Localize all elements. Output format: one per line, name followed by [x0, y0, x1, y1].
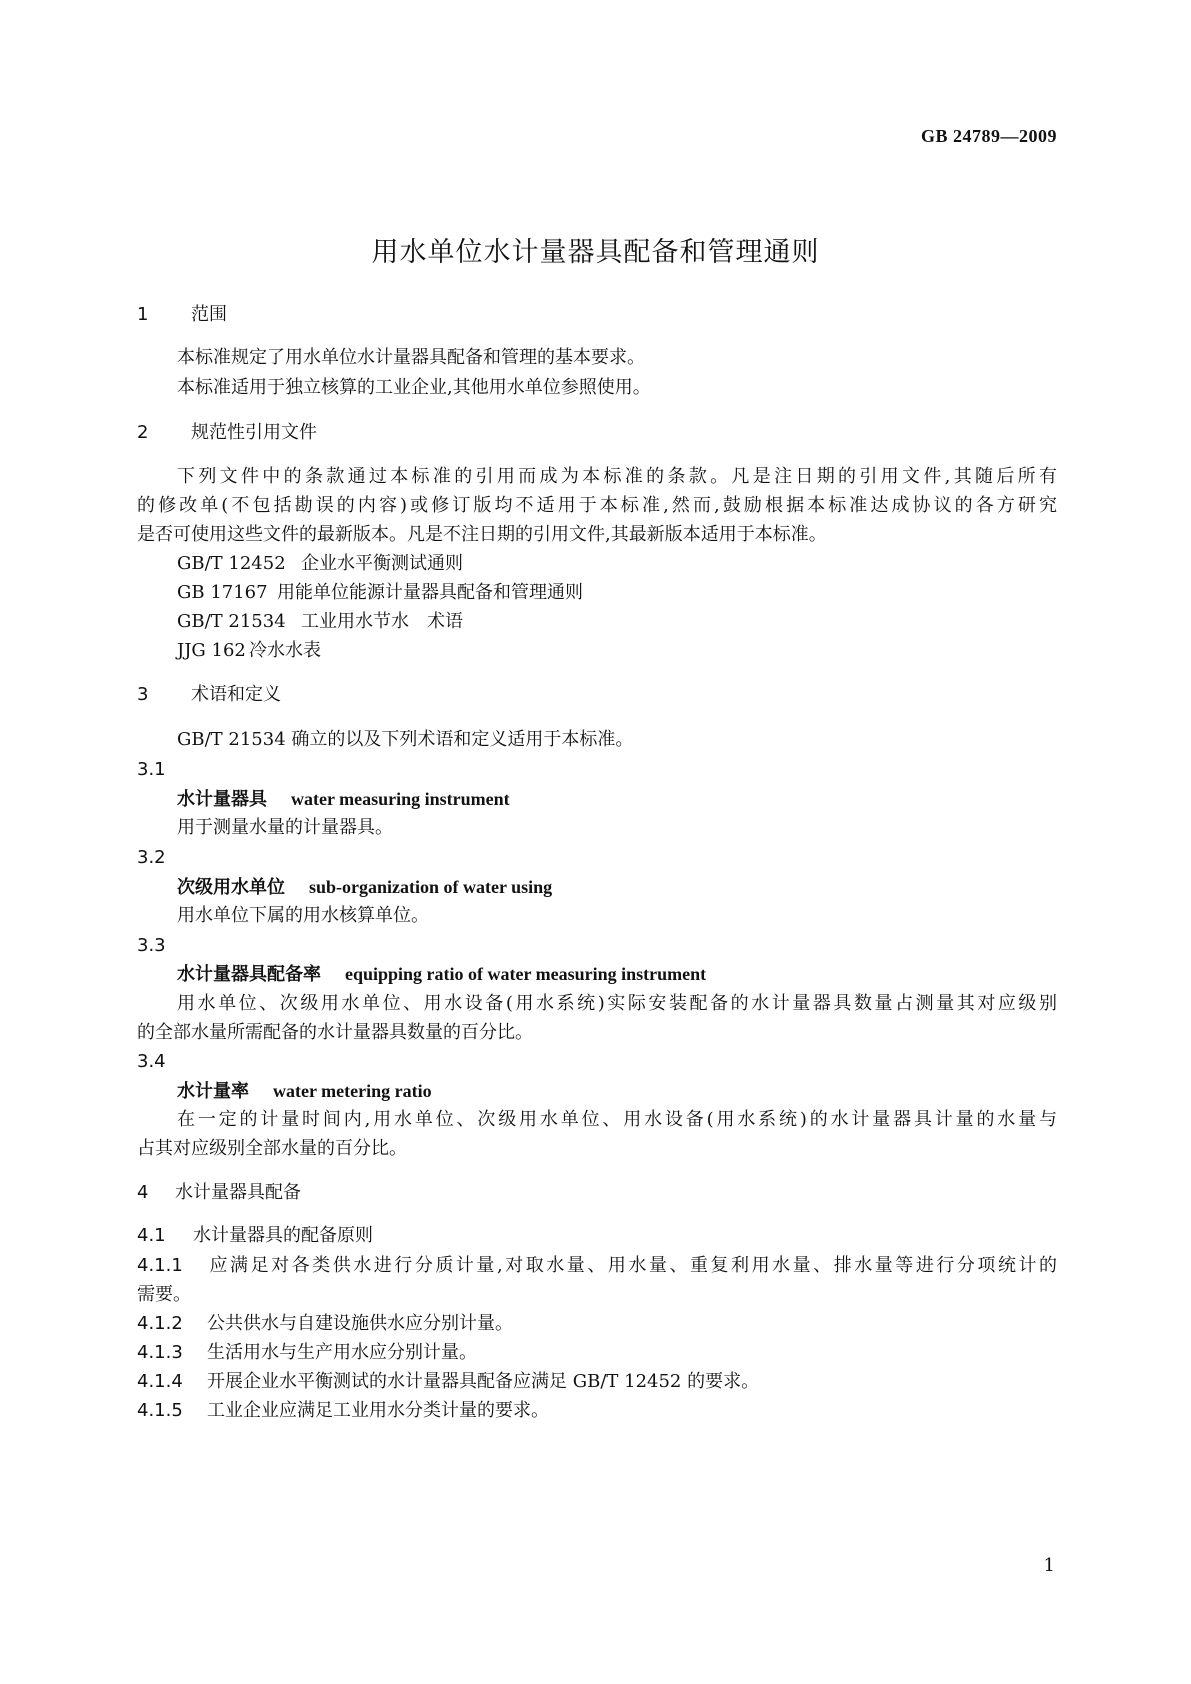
clause-number: 4.1.2	[137, 1313, 183, 1334]
reference-title: 用能单位能源计量器具配备和管理通则	[277, 582, 583, 603]
section-4-heading	[137, 1182, 301, 1204]
section-title: 规范性引用文件	[191, 422, 317, 443]
term-number: 3.2	[137, 847, 166, 868]
paragraph: 本标准规定了用水单位水计量器具配备和管理的基本要求。	[177, 347, 645, 368]
term-zh: 水计量器具配备率	[177, 964, 321, 985]
clause-number: 4.1.5	[137, 1400, 183, 1421]
term-heading	[177, 1080, 432, 1103]
clause-number: 4.1.4	[137, 1371, 183, 1392]
section-number: 1	[137, 304, 149, 325]
clause-number: 4.1.3	[137, 1342, 183, 1363]
reference-item	[177, 611, 463, 633]
reference-item	[177, 640, 321, 662]
clause	[137, 1313, 513, 1335]
reference-code: GB/T 12452	[177, 553, 286, 574]
term-definition: 用水单位、次级用水单位、用水设备(用水系统)实际安装配备的水计量器具数量占测量其对应级别	[177, 993, 1057, 1014]
clause-number: 4.1.1	[137, 1255, 183, 1276]
term-definition: 在一定的计量时间内,用水单位、次级用水单位、用水设备(用水系统)的水计量器具计量的水量与	[177, 1109, 1057, 1130]
reference-item	[177, 553, 463, 575]
section-title: 范围	[191, 304, 227, 325]
term-definition: 的全部水量所需配备的水计量器具数量的百分比。	[137, 1022, 533, 1043]
clause	[137, 1400, 549, 1422]
clause	[137, 1255, 1057, 1277]
paragraph-line: 下列文件中的条款通过本标准的引用而成为本标准的条款。凡是注日期的引用文件,其随后所有	[177, 466, 1057, 487]
term-definition: 用于测量水量的计量器具。	[177, 817, 393, 838]
clause-text: 工业企业应满足工业用水分类计量的要求。	[207, 1400, 549, 1421]
term-zh: 次级用水单位	[177, 877, 285, 898]
section-2-heading	[137, 422, 317, 444]
reference-title: 冷水水表	[249, 640, 321, 661]
subsection-heading	[137, 1225, 373, 1247]
standard-number: GB 24789—2009	[920, 126, 1057, 146]
page-number: 1	[1043, 1555, 1055, 1576]
term-heading	[177, 963, 706, 986]
clause-text: 应满足对各类供水进行分质计量,对取水量、用水量、重复利用水量、排水量等进行分项统计的	[207, 1255, 1057, 1276]
paragraph: GB/T 21534 确立的以及下列术语和定义适用于本标准。	[177, 729, 634, 750]
term-number: 3.1	[137, 759, 166, 780]
reference-code: JJG 162	[177, 640, 246, 661]
reference-title: 企业水平衡测试通则	[301, 553, 463, 574]
section-3-heading	[137, 684, 281, 706]
section-number: 3	[137, 684, 149, 705]
term-heading	[177, 788, 510, 811]
subsection-title: 水计量器具的配备原则	[193, 1225, 373, 1246]
section-1-heading	[137, 304, 227, 326]
clause-text: 生活用水与生产用水应分别计量。	[207, 1342, 477, 1363]
term-en: water metering ratio	[273, 1081, 432, 1101]
paragraph-line: 是否可使用这些文件的最新版本。凡是不注日期的引用文件,其最新版本适用于本标准。	[137, 524, 827, 545]
clause	[137, 1342, 477, 1364]
reference-title: 工业用水节水 术语	[301, 611, 463, 632]
paragraph-line: 的修改单(不包括勘误的内容)或修订版均不适用于本标准,然而,鼓励根据本标准达成协议的各方研究	[137, 495, 1057, 516]
paragraph: 本标准适用于独立核算的工业企业,其他用水单位参照使用。	[177, 377, 651, 398]
reference-code: GB/T 21534	[177, 611, 286, 632]
section-number: 2	[137, 422, 149, 443]
section-number: 4	[137, 1182, 149, 1203]
term-definition: 用水单位下属的用水核算单位。	[177, 905, 429, 926]
term-definition: 占其对应级别全部水量的百分比。	[137, 1138, 407, 1159]
reference-item	[177, 582, 583, 604]
term-en: sub-organization of water using	[309, 877, 553, 897]
term-en: equipping ratio of water measuring instrument	[345, 964, 707, 984]
section-title: 水计量器具配备	[175, 1182, 301, 1203]
document-title: 用水单位水计量器具配备和管理通则	[371, 237, 820, 268]
section-title: 术语和定义	[191, 684, 281, 705]
term-number: 3.4	[137, 1051, 166, 1072]
term-zh: 水计量器具	[177, 789, 267, 810]
reference-code: GB 17167	[177, 582, 268, 603]
clause-text: 公共供水与自建设施供水应分别计量。	[207, 1313, 513, 1334]
term-zh: 水计量率	[177, 1081, 249, 1102]
term-heading	[177, 876, 552, 899]
term-en: water measuring instrument	[291, 789, 510, 809]
term-number: 3.3	[137, 935, 166, 956]
clause-text: 开展企业水平衡测试的水计量器具配备应满足 GB/T 12452 的要求。	[207, 1371, 760, 1392]
clause-continuation: 需要。	[137, 1284, 191, 1305]
subsection-number: 4.1	[137, 1225, 166, 1246]
clause	[137, 1371, 759, 1393]
